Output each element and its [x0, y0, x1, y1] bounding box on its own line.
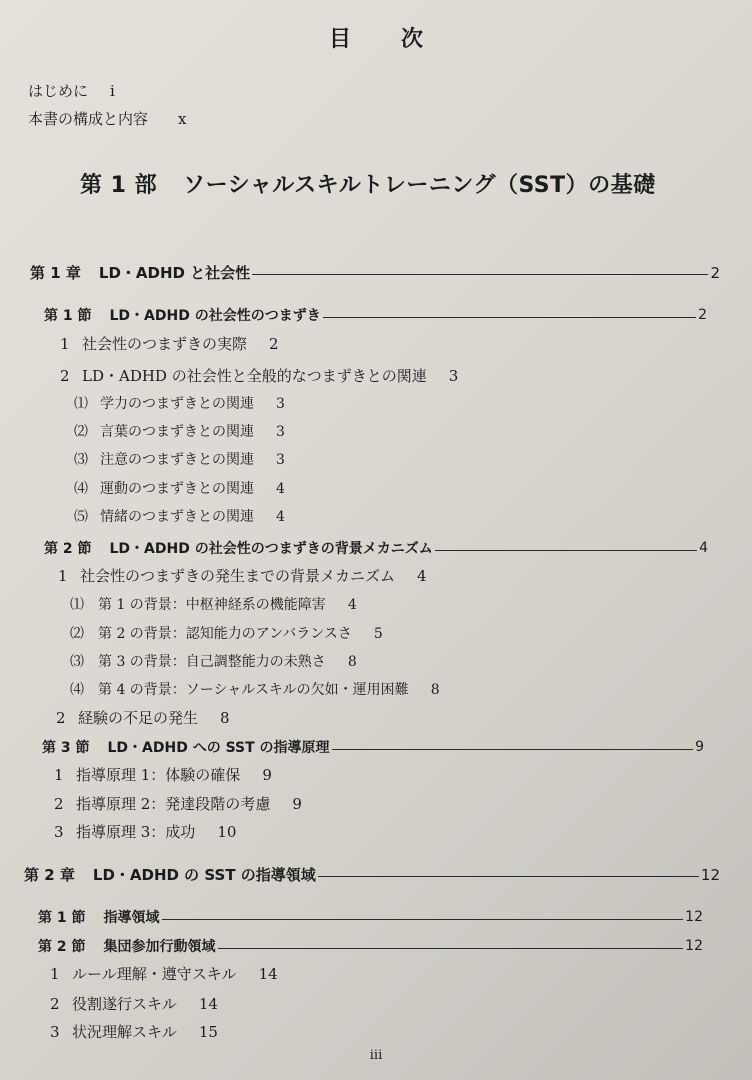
leader-line: [218, 948, 684, 949]
toc-item: 1 社会性のつまずきの実際 2: [60, 335, 279, 353]
leader-line: [162, 919, 684, 920]
page-number: iii: [369, 1048, 383, 1063]
section-2-2-entry: 第 2 節 集団参加行動領域 12: [38, 938, 703, 955]
leader-line: [435, 550, 697, 551]
leader-line: [323, 317, 696, 318]
leader-line: [252, 274, 708, 275]
toc-title: 目 次: [328, 26, 424, 52]
toc-item: 1 ルール理解・遵守スキル 14: [50, 965, 278, 983]
front-entry-structure: 本書の構成と内容 x: [28, 110, 187, 128]
toc-subitem: ⑶ 第 3 の背景：自己調整能力の未熟さ 8: [70, 654, 357, 670]
chapter-2-entry: 第 2 章 LD・ADHD の SST の指導領域 12: [24, 865, 720, 884]
section-1-3-entry: 第 3 節 LD・ADHD への SST の指導原理 9: [42, 739, 704, 756]
toc-subitem: ⑶ 注意のつまずきとの関連 3: [74, 452, 285, 468]
front-entry-hajimeni: はじめに i: [28, 82, 115, 100]
toc-item: 1 指導原理 1：体験の確保 9: [54, 766, 272, 784]
toc-subitem: ⑸ 情緒のつまずきとの関連 4: [74, 509, 285, 525]
toc-item: 1 社会性のつまずきの発生までの背景メカニズム 4: [58, 567, 427, 585]
toc-subitem: ⑷ 運動のつまずきとの関連 4: [74, 481, 285, 497]
toc-subitem: ⑵ 第 2 の背景：認知能力のアンバランスさ 5: [70, 626, 383, 642]
section-2-1-entry: 第 1 節 指導領域 12: [38, 909, 703, 926]
section-1-2-entry: 第 2 節 LD・ADHD の社会性のつまずきの背景メカニズム 4: [44, 540, 708, 557]
toc-subitem: ⑴ 学力のつまずきとの関連 3: [74, 396, 285, 412]
toc-item: 2 LD・ADHD の社会性と全般的なつまずきとの関連 3: [60, 367, 459, 385]
toc-item: 2 経験の不足の発生 8: [56, 709, 230, 727]
toc-subitem: ⑴ 第 1 の背景：中枢神経系の機能障害 4: [70, 597, 357, 613]
toc-subitem: ⑵ 言葉のつまずきとの関連 3: [74, 424, 285, 440]
toc-subitem: ⑷ 第 4 の背景：ソーシャルスキルの欠如・運用困難 8: [70, 682, 440, 698]
toc-item: 3 指導原理 3：成功 10: [54, 823, 237, 841]
part-heading: 第 1 部 ソーシャルスキルトレーニング（SST）の基礎: [80, 173, 656, 198]
toc-item: 3 状況理解スキル 15: [50, 1023, 218, 1041]
chapter-1-entry: 第 1 章 LD・ADHD と社会性 2: [30, 263, 720, 282]
toc-item: 2 役割遂行スキル 14: [50, 995, 218, 1013]
leader-line: [318, 876, 699, 877]
toc-item: 2 指導原理 2：発達段階の考慮 9: [54, 795, 302, 813]
section-1-1-entry: 第 1 節 LD・ADHD の社会性のつまずき 2: [44, 307, 707, 324]
leader-line: [332, 749, 694, 750]
